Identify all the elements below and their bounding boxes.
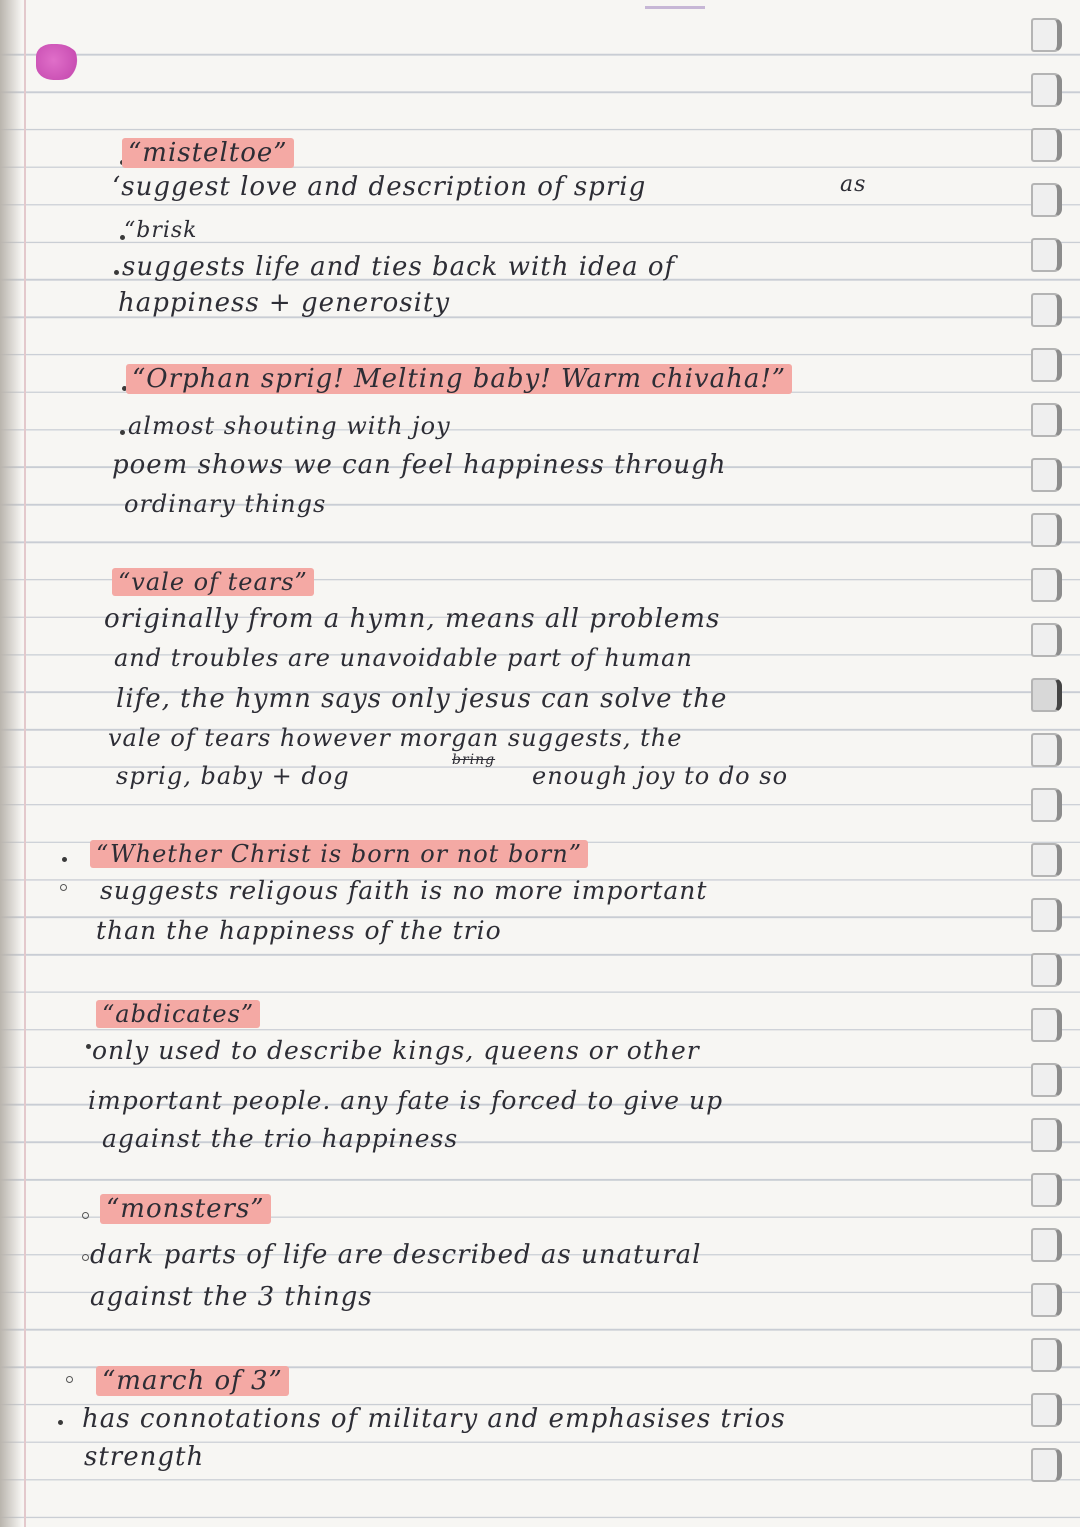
note-line: against the 3 things <box>90 1282 373 1312</box>
binding-ring <box>1031 1228 1062 1262</box>
note-line: enough joy to do so <box>532 762 789 790</box>
margin-line <box>24 0 26 1527</box>
note-line: ‘suggest love and description of sprig <box>112 172 647 202</box>
note-line: “brisk <box>124 218 198 243</box>
binding-ring <box>1031 568 1062 602</box>
bullet <box>60 884 67 891</box>
note-line: originally from a hymn, means all problems <box>104 604 721 634</box>
note-correction: bring <box>452 752 496 768</box>
note-line: only used to describe kings, queens or other <box>92 1036 700 1065</box>
binding-ring <box>1031 513 1062 547</box>
note-line: sprig, baby + dog <box>116 762 350 790</box>
binding-ring <box>1031 733 1062 767</box>
binding-ring <box>1031 898 1062 932</box>
note-line: happiness + generosity <box>118 288 451 318</box>
bullet <box>114 270 119 275</box>
bullet <box>66 1376 73 1383</box>
binding-ring <box>1031 1118 1062 1152</box>
binding-ring <box>1031 843 1062 877</box>
binding-ring <box>1031 953 1062 987</box>
binding-ring <box>1031 1338 1062 1372</box>
binding-ring <box>1031 1173 1062 1207</box>
note-line: ordinary things <box>124 490 327 518</box>
binding-ring <box>1031 18 1062 52</box>
bullet <box>62 857 67 862</box>
note-line: has connotations of military and emphasises trios <box>82 1404 786 1434</box>
note-quote <box>126 364 792 394</box>
note-quote <box>96 1000 260 1028</box>
binding-ring <box>1031 238 1062 272</box>
note-aside: as <box>840 172 867 197</box>
bullet <box>86 1044 91 1049</box>
binding-ring <box>1031 1008 1062 1042</box>
note-quote <box>122 138 294 168</box>
note-line: almost shouting with joy <box>128 412 451 440</box>
binding-ring <box>1031 1448 1062 1482</box>
quote-highlight: “misteltoe” <box>122 138 294 168</box>
binding-ring <box>1031 678 1062 712</box>
binding-ring <box>1031 788 1062 822</box>
note-line: suggests religous faith is no more important <box>100 876 708 905</box>
binding-ring <box>1031 1063 1062 1097</box>
binding-ring <box>1031 458 1062 492</box>
binding-ring <box>1031 293 1062 327</box>
note-line: vale of tears however morgan suggests, the <box>108 724 683 752</box>
quote-highlight: “monsters” <box>100 1194 271 1224</box>
note-line: strength <box>84 1442 205 1472</box>
note-line: life, the hymn says only jesus can solve the <box>116 684 728 714</box>
note-quote <box>100 1194 271 1224</box>
quote-highlight: “Whether Christ is born or not born” <box>90 840 588 868</box>
quote-highlight: “Orphan sprig! Melting baby! Warm chivaha!” <box>126 364 792 394</box>
note-line: than the happiness of the trio <box>96 916 502 945</box>
binding-ring <box>1031 128 1062 162</box>
quote-highlight: “vale of tears” <box>112 568 314 596</box>
quote-highlight: “abdicates” <box>96 1000 260 1028</box>
bullet <box>120 430 125 435</box>
pink-sticker-icon <box>36 44 80 80</box>
binding-ring <box>1031 73 1062 107</box>
note-quote <box>96 1366 289 1396</box>
bullet <box>58 1420 63 1425</box>
note-line: suggests life and ties back with idea of <box>122 252 676 282</box>
note-line: and troubles are unavoidable part of human <box>114 644 693 672</box>
bullet <box>82 1212 89 1219</box>
bullet <box>82 1254 89 1261</box>
note-quote <box>112 568 314 596</box>
binding-ring <box>1031 1393 1062 1427</box>
note-line: important people. any fate is forced to give up <box>88 1086 724 1115</box>
binding-ring <box>1031 1283 1062 1317</box>
top-mark <box>645 6 705 9</box>
binding-ring <box>1031 183 1062 217</box>
note-line: dark parts of life are described as unatural <box>90 1240 702 1270</box>
binding-ring <box>1031 348 1062 382</box>
spiral-binding <box>1000 0 1080 1527</box>
note-line: poem shows we can feel happiness through <box>112 450 727 480</box>
binding-ring <box>1031 403 1062 437</box>
note-line: against the trio happiness <box>102 1124 459 1153</box>
binding-ring <box>1031 623 1062 657</box>
quote-highlight: “march of 3” <box>96 1366 289 1396</box>
page-edge-shadow <box>0 0 22 1527</box>
note-quote <box>90 840 588 868</box>
